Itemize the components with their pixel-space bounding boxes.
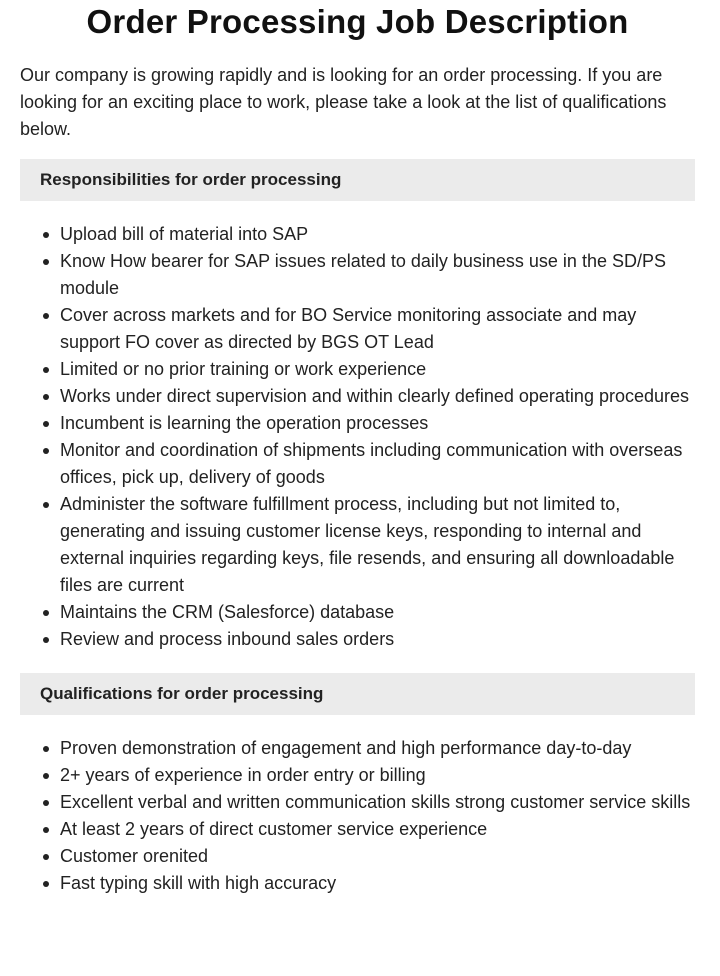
list-item: Fast typing skill with high accuracy: [60, 870, 695, 897]
list-item: Works under direct supervision and within clearly defined operating procedures: [60, 383, 695, 410]
responsibilities-list: [20, 221, 695, 653]
list-item: Review and process inbound sales orders: [60, 626, 695, 653]
list-item: Upload bill of material into SAP: [60, 221, 695, 248]
intro-paragraph: Our company is growing rapidly and is looking for an order processing. If you are looking for an exciting place to work, please take a look at the list of qualifications below.: [20, 65, 667, 139]
page-title: Order Processing Job Description: [86, 3, 629, 40]
qualifications-list: [20, 735, 695, 897]
list-item: Cover across markets and for BO Service monitoring associate and may support FO cover as directed by BGS OT Lead: [60, 302, 695, 356]
list-item: Excellent verbal and written communication skills strong customer service skills: [60, 789, 695, 816]
list-item: Proven demonstration of engagement and high performance day-to-day: [60, 735, 695, 762]
responsibilities-heading: Responsibilities for order processing: [20, 159, 695, 201]
list-item: Know How bearer for SAP issues related to daily business use in the SD/PS module: [60, 248, 695, 302]
list-item: Limited or no prior training or work experience: [60, 356, 695, 383]
qualifications-heading: Qualifications for order processing: [20, 673, 695, 715]
list-item: Customer orenited: [60, 843, 695, 870]
list-item: Incumbent is learning the operation processes: [60, 410, 695, 437]
list-item: Maintains the CRM (Salesforce) database: [60, 599, 695, 626]
list-item: 2+ years of experience in order entry or billing: [60, 762, 695, 789]
list-item: Administer the software fulfillment process, including but not limited to, generating and issuing customer license keys, responding to internal and external inquiries regarding keys, file resends, and ensuring all downloadable files are current: [60, 491, 695, 599]
list-item: At least 2 years of direct customer service experience: [60, 816, 695, 843]
list-item: Monitor and coordination of shipments including communication with overseas offices, pick up, delivery of goods: [60, 437, 695, 491]
